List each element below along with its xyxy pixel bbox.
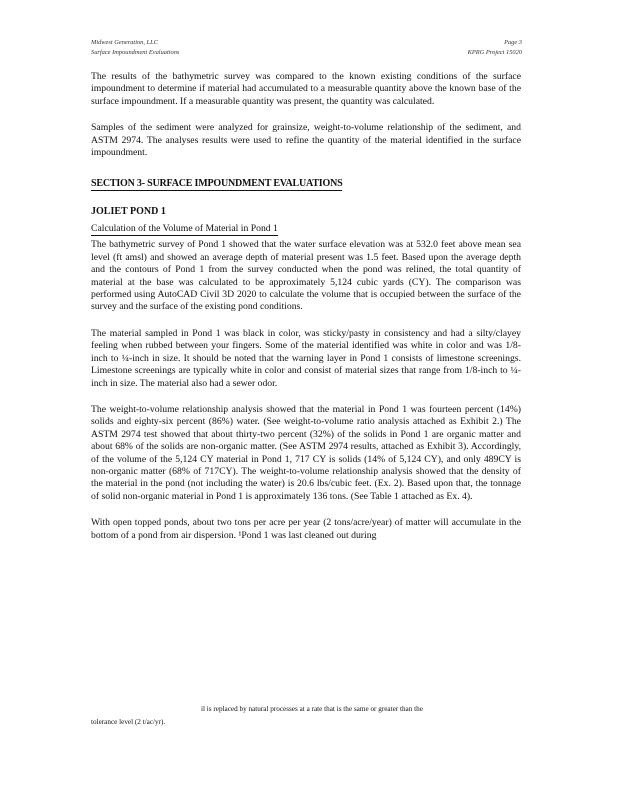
- paragraph-sediment-samples: Samples of the sediment were analyzed for grainsize, weight-to-volume relationship of the sediment, and ASTM 2974. The analyses results were used to refine the quantity of the material identified in the surface impoundment.: [91, 122, 521, 159]
- header-company: Midwest Generation, LLC: [91, 39, 158, 46]
- footnote: [91, 703, 521, 729]
- header-project-number: KPRG Project 15020: [467, 49, 522, 56]
- footnote-line-1: il is replaced by natural processes at a rate that is the same or greater than the: [201, 705, 423, 713]
- paragraph-weight-volume: The weight-to-volume relationship analysis showed that the material in Pond 1 was fourteen percent (14%) solids and eighty-six percent (86%) water. (See weight-to-volume ratio analysis attached as Exhibit 2.) The ASTM 2974 test showed that about thirty-two percent (32%) of the solids in Pond 1 are organic matter and about 68% of the solids are non-organic matter. (See ASTM 2974 results, attached as Exhibit 3). Accordingly, of the volume of the 5,124 CY material in Pond 1, 717 CY is solids (14% of 5,124 CY), and only 489CY is non-organic matter (68% of 717CY). The weight-to-volume relationship analysis showed that the density of the material in the pond (not including the water) is 20.6 lbs/cubic feet. (Ex. 2). Based upon that, the tonnage of solid non-organic material in Pond 1 is approximately 136 tons. (See Table 1 attached as Ex. 4).: [91, 403, 521, 502]
- subsection-title: JOLIET POND 1: [91, 206, 166, 218]
- page-header-left: [91, 38, 179, 58]
- paragraph-air-dispersion: With open topped ponds, about two tons per acre per year (2 tons/acre/year) of matter will accumulate in the bottom of a pond from air dispersion. ¹Pond 1 was last cleaned out during: [91, 517, 521, 541]
- header-report-title: Surface Impoundment Evaluations: [91, 49, 180, 56]
- section-title: SECTION 3- SURFACE IMPOUNDMENT EVALUATIONS: [91, 178, 343, 190]
- paragraph-material-description: The material sampled in Pond 1 was black in color, was sticky/pasty in consistency and had a silty/clayey feeling when rubbed between your fingers. Some of the material identified was white in color and was 1/8-inch to ¼-inch in size. It should be noted that the warning layer in Pond 1 consists of limestone screenings. Limestone screenings are typically white in color and consist of material sizes that range from 1/8-inch to ¼-inch in size. The material also had a sewer odor.: [91, 327, 521, 389]
- paragraph-bathymetric-survey: The bathymetric survey of Pond 1 showed that the water surface elevation was at 532.0 feet above mean sea level (ft amsl) and showed an average depth of material present was 1.5 feet. Based upon the average depth and the contours of Pond 1 from the survey conducted when the pond was relined, the total quantity of material at the base was calculated to be approximately 5,124 cubic yards (CY). The comparison was performed using AutoCAD Civil 3D 2020 to calculate the volume that is occupied between the surface of the survey and the surface of the existing pond conditions.: [91, 239, 521, 313]
- footnote-line-2: tolerance level (2 t/ac/yr).: [91, 718, 166, 726]
- document-body: [91, 71, 521, 542]
- page-header-right: [468, 38, 522, 58]
- header-page-number: Page 3: [504, 39, 522, 46]
- paragraph-bathymetric-comparison: The results of the bathymetric survey was compared to the known existing conditions of the surface impoundment to determine if material had accumulated to a measurable quantity above the known base of the surface impoundment. If a measurable quantity was present, the quantity was calculated.: [91, 71, 521, 107]
- subsubsection-title: Calculation of the Volume of Material in Pond 1: [91, 223, 278, 235]
